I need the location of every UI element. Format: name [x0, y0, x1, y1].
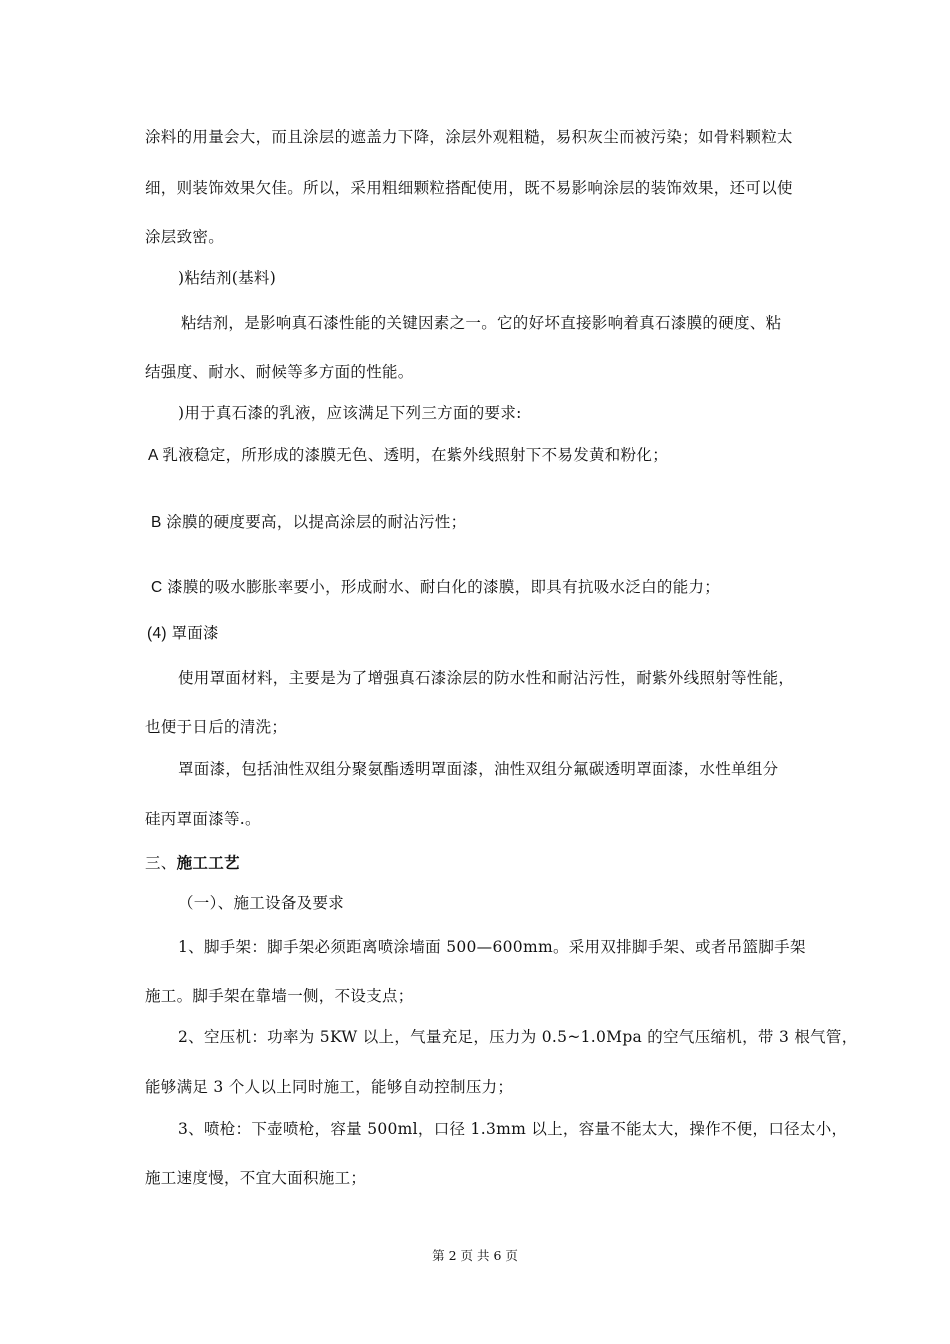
paragraph-line: 也便于日后的清洗； — [145, 718, 288, 736]
paragraph-line: 3、喷枪：下壶喷枪，容量 500ml，口径 1.3mm 以上，容量不能太大，操作不便，口径太小， — [178, 1120, 848, 1138]
page-footer: 第 2 页 共 6 页 — [432, 1248, 518, 1263]
list-item: B 涂膜的硬度要高，以提高涂层的耐沾污性； — [151, 514, 467, 531]
section-heading-prefix: 三、 — [145, 854, 177, 872]
paragraph-line: 使用罩面材料，主要是为了增强真石漆涂层的防水性和耐沾污性，耐紫外线照射等性能， — [178, 669, 795, 687]
subheading-topcoat: (4) 罩面漆 — [147, 625, 219, 642]
paragraph-line: 能够满足 3 个人以上同时施工，能够自动控制压力； — [145, 1078, 514, 1096]
list-item: A 乳液稳定，所形成的漆膜无色、透明，在紫外线照射下不易发黄和粉化； — [148, 447, 668, 464]
list-item: C 漆膜的吸水膨胀率要小，形成耐水、耐白化的漆膜，即具有抗吸水泛白的能力； — [151, 579, 721, 596]
section-heading — [145, 853, 240, 873]
paragraph-line: 涂料的用量会大，而且涂层的遮盖力下降，涂层外观粗糙，易积灰尘而被污染；如骨料颗粒太 — [145, 128, 793, 146]
paragraph-line: 1、脚手架：脚手架必须距离喷涂墙面 500—600mm。采用双排脚手架、或者吊篮脚手架 — [178, 938, 806, 956]
paragraph-line: 结强度、耐水、耐候等多方面的性能。 — [145, 363, 414, 381]
section-heading-title: 施工工艺 — [176, 853, 240, 872]
paragraph-line: 施工。脚手架在靠墙一侧，不设支点； — [145, 987, 414, 1005]
paragraph-line: 粘结剂，是影响真石漆性能的关键因素之一。它的好坏直接影响着真石漆膜的硬度、粘 — [181, 314, 782, 332]
subsection-heading: （一）、施工设备及要求 — [178, 894, 345, 912]
paragraph-line: 罩面漆，包括油性双组分聚氨酯透明罩面漆，油性双组分氟碳透明罩面漆，水性单组分 — [178, 760, 779, 778]
paragraph-line: 细，则装饰效果欠佳。所以，采用粗细颗粒搭配使用，既不易影响涂层的装饰效果，还可以使 — [145, 179, 793, 197]
paragraph-line: )用于真石漆的乳液，应该满足下列三方面的要求: — [178, 404, 522, 422]
subheading-binder: )粘结剂(基料) — [178, 269, 277, 287]
paragraph-line: 2、空压机：功率为 5KW 以上，气量充足，压力为 0.5~1.0Mpa 的空气压缩机，带 3 根气管， — [178, 1028, 858, 1046]
paragraph-line: 硅丙罩面漆等.。 — [145, 810, 261, 828]
paragraph-line: 涂层致密。 — [145, 228, 225, 246]
paragraph-line: 施工速度慢，不宜大面积施工； — [145, 1169, 367, 1187]
